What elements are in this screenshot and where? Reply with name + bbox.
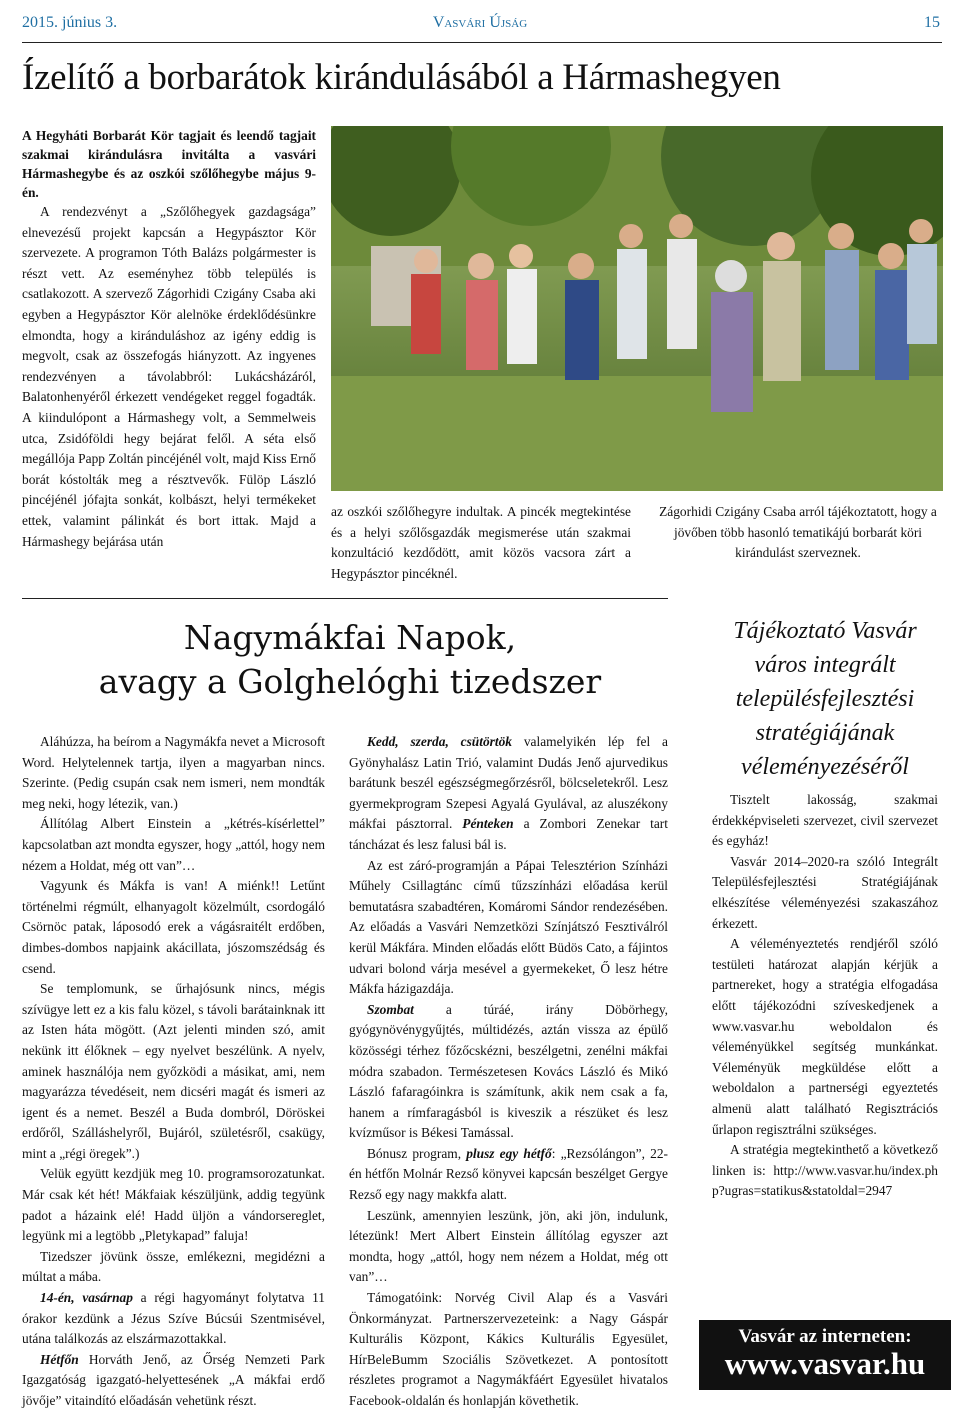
paragraph-text: a régi hagyományt folytatva 11 órakor kezdünk a Jézus Szíve Búcsúi Szentmisével, utána találkozás az elszármazottakkal. bbox=[22, 1290, 326, 1347]
article-title: Ízelítő a borbarátok kirándulásából a Hármashegyen bbox=[22, 57, 781, 98]
emphasis: Hétfőn bbox=[40, 1351, 79, 1367]
ad-line1: Vasvár az interneten: bbox=[738, 1326, 912, 1347]
emphasis: Kedd, szerda, csütörtök bbox=[367, 734, 512, 749]
sidebar-paragraph: A véleményeztetés rendjéről szóló testületi határozat alapján kérjük a partnereket, hogy a stratégia elfogadása előtt tájékozódni szíveskedjenek a www.vasvar.hu weboldalon és véleményükkel segítség munkánkat. Véleményük megküldése előtt a weboldalon a partnerségi egyeztetés almenü alatt található Regisztrációs űrlapon regisztrálni szükséges. bbox=[712, 936, 938, 1137]
section-divider bbox=[22, 598, 668, 599]
article1-column-2 bbox=[331, 502, 631, 584]
article2-paragraph bbox=[349, 1000, 668, 1144]
page-number: 15 bbox=[924, 14, 940, 31]
article2-paragraph: Velük együtt kezdjük meg 10. programsorozatunkat. Már csak két hét! Mákfaiak készüljünk, addig tegyünk padot a házaink elé! Hadd üljön a vándorsereglet, legyünk mi a legtöbb „Pletykapad” faluja! bbox=[22, 1166, 325, 1244]
paragraph-text: Horváth Jenő, az Őrség Nemzeti Park Igazgatóság igazgató-helyettesének „A mákfai erdő jövője” vitaindító előadásán vehetünk részt. bbox=[22, 1351, 325, 1408]
article1-lead: A Hegyháti Borbarát Kör tagjait és leendő tagjait szakmai kirándulásra invitálta a vasvári Hármashegybe és az oszkói szőlőhegybe május 9-én. bbox=[22, 128, 316, 200]
emphasis: Szombat bbox=[367, 1001, 414, 1017]
article2-paragraph bbox=[349, 1144, 668, 1206]
sidebar-paragraph: Tisztelt lakosság, szakmai érdekképviseleti szervezet, civil szervezet és egyház! bbox=[712, 792, 938, 849]
article2-paragraph: Se templomunk, se űrhajósunk nincs, mégis szívügye lett ez a kis falu közel, s távoli barátainknak itt az Isten háta mögött. (Azt jelenti minden szó, amit nekünk itt élőknek – egy nyelvet beszélünk. A nyelv, aminek használója nem győzködi a másikat, ami, nem magyarázza tévedéseit, nem dicséri magát és ismeri az igent és a nemet. Beszél a Buda dombról, Döröskei erdőről, Szálláshelyről, Bujáról, születésről, csakügy, mint a „régi öregek”.) bbox=[22, 981, 325, 1161]
article2-paragraph bbox=[349, 732, 668, 856]
article1-column-1 bbox=[22, 126, 316, 552]
article2-paragraph: Állítólag Albert Einstein a „kétrés-kísérlettel” kapcsolatban azt mondta egyszer, hogy „attól, hogy nem nézem a Holdat, még ott van”… bbox=[22, 816, 325, 873]
emphasis: Pénteken bbox=[462, 816, 514, 832]
paragraph-text: a Zombori Zenekar tart táncházat és lesz falusi bál is. bbox=[349, 816, 668, 852]
header-rule bbox=[22, 42, 942, 43]
sidebar-paragraph: Vasvár 2014–2020-ra szóló Integrált Településfejlesztési Stratégiájának elkészítése véleményezési szakaszához érkezett. bbox=[712, 853, 938, 931]
article2-paragraph: Támogatóink: Norvég Civil Alap és a Vasvári Önkormányzat. Partnerszervezeteink: a Nagy Gáspár Kulturális Központ, Kákics Kulturális Egyesület, HírBeleBumm Szociális Szövetkezet. A pontosított részletes programot a Nagymákfáért Egyesület hivatalos Facebook-oldalán és honlapján követhetik. bbox=[349, 1290, 668, 1408]
paragraph-text: a túráé, irány Döbörhegy, gyógynövénygyűjtés, múltidézés, aztán vissza az épülő közösségi térhez főzőcskézni, beszélgetni, zenélni mákfai módra szabadon. Természetesen Kovács László és Mikó László fafaragóinkra is számítunk, akik nem csak a fa, hanem a rímfaragásból is kiveszik a részüket és lesz kvízműsor is Békesi Tamással. bbox=[349, 1001, 668, 1141]
paragraph-text: : „Rezsólángon”, 22-én hétfőn Molnár Rezső könyvei kapcsán beszélget Gergye Rezső egy nagy makkfa alatt. bbox=[349, 1145, 668, 1203]
sidebar-body bbox=[712, 790, 938, 1202]
sidebar-paragraph: A stratégia megtekinthető a következő linken is: http://www.vasvar.hu/index.php?ugras=statikus&statoldal=2947 bbox=[712, 1142, 938, 1199]
ad-url[interactable]: www.vasvar.hu bbox=[724, 1346, 926, 1381]
paragraph-text: Bónusz program, bbox=[367, 1145, 467, 1161]
sidebar-title: Tájékoztató Vasvár város integrált településfejlesztési stratégiájának véleményezéséről bbox=[733, 618, 917, 780]
article2-paragraph: Tizedszer jövünk össze, emlékezni, megidézni a múltat a mába. bbox=[22, 1248, 325, 1285]
article1-body: A rendezvényt a „Szőlőhegyek gazdagsága” elnevezésű projekt kapcsán a Hegypásztor Kör szervezete. A programon Tóth Balázs polgármester is részt vett. Az eseményhez több település is csatlakozott. A szervező Zágorhidi Czigány Csaba aki egyben a Hegypásztor Kör alelnöke érdeklődésünkre elmondta, hogy a kiránduláshoz az igény eddig is megvolt, csak az összefogás hiányzott. Az ingyenes rendezvényen a távolabbról: Lukácsházáról, Balatonhenyéről érkezett vendégeket reggel fogadták. A kiindulópont a Hármashegy volt, a Semmelweis utca, Zsidóföldi hegy bejárat felől. A séta első megállója Papp Zoltán pincéjénél volt, majd Kiss Ernő borát kóstolták meg a résztvevők. Fülöp László pincéjénél jófajta sonkát, kolbászt, helyi termékeket ettek, valamint pálinkát és bort ittak. Majd a Hármashegy bejárása után bbox=[22, 204, 316, 549]
emphasis: plusz egy hétfő bbox=[466, 1145, 552, 1161]
emphasis: 14-én, vasárnap bbox=[40, 1290, 133, 1306]
article2-paragraph bbox=[22, 1288, 325, 1350]
article2-paragraph: Leszünk, amennyien leszünk, jön, aki jön, indulunk, létezünk! Mert Albert Einstein állítólag egyszer azt mondta, hogy „attól, hogy nem nézem a Holdat, még ott van”… bbox=[349, 1207, 668, 1285]
article2-paragraph: Az est záró-programján a Pápai Telesztérion Színházi Műhely Csillagtánc című tűzszínházi előadása kerül bemutatásra szabadtéren, Komáromi Sándor rendezésében. Az előadás a Vasvári Nemzetközi Színjátszó Fesztiválról kerül Mákfára. Minden előadás előtt Büdös Cato, a fájintos udvari bolond várja mesével a gyermekeket, Ő lesz hétre Mákfa házigazdája. bbox=[349, 857, 668, 997]
newspaper-name: Vasvári Újság bbox=[432, 14, 528, 31]
article2-paragraph: Vagyunk és Mákfa is van! A miénk!! Letűnt történelmi régmúlt, elhanyagolt közelmúlt, csordogáló Csörnöc patak, láposodó erek a vágásraitélt erdőben, dimbes-dombos napjaink akácillata, jószomszédság és csend. bbox=[22, 878, 325, 976]
article1-column-3 bbox=[653, 502, 943, 564]
article2-paragraph bbox=[22, 1350, 325, 1412]
article2-title-line1: Nagymákfai Napok, bbox=[183, 618, 517, 657]
article1-col2-text: az oszkói szőlőhegyre indultak. A pincék megtekintése és a helyi szőlősgazdák megismerése után szakmai konzultáció kezdődött, amit közös vacsora zárt a Hegypásztor pincéknél. bbox=[331, 504, 631, 581]
article2-title bbox=[30, 616, 670, 704]
article2-column-1 bbox=[22, 732, 325, 1412]
article2-column-2 bbox=[349, 732, 668, 1412]
issue-date: 2015. június 3. bbox=[22, 14, 118, 31]
article2-paragraph: Aláhúzza, ha beírom a Nagymákfa nevet a Microsoft Word. Helytelennek tartja, ilyen a magyarban nincs. Szerinte. (Pedig csupán csak nem ismeri, nem mondták meg neki, hogy létezik, van.) bbox=[22, 734, 325, 811]
group-photo bbox=[331, 126, 943, 491]
article2-title-line2: avagy a Golghelóghi tizedszer bbox=[98, 662, 602, 701]
website-ad[interactable] bbox=[699, 1320, 951, 1390]
article1-col3-text: Zágorhidi Czigány Csaba arról tájékoztatott, hogy a jövőben több hasonló tematikájú borbarát köri kirándulást szerveznek. bbox=[659, 504, 937, 561]
paragraph-text: valamelyikén lép fel a Gyönyhalász Latin Trió, valamint Dudás Jenő ajurvedikus barátunk beszél egészségmegőrzésről, bölcseletekről. Lesz gyermekprogram Szepesi Agyalá Gyulával, az aluszékony mákfai pásztorral. bbox=[349, 734, 668, 832]
